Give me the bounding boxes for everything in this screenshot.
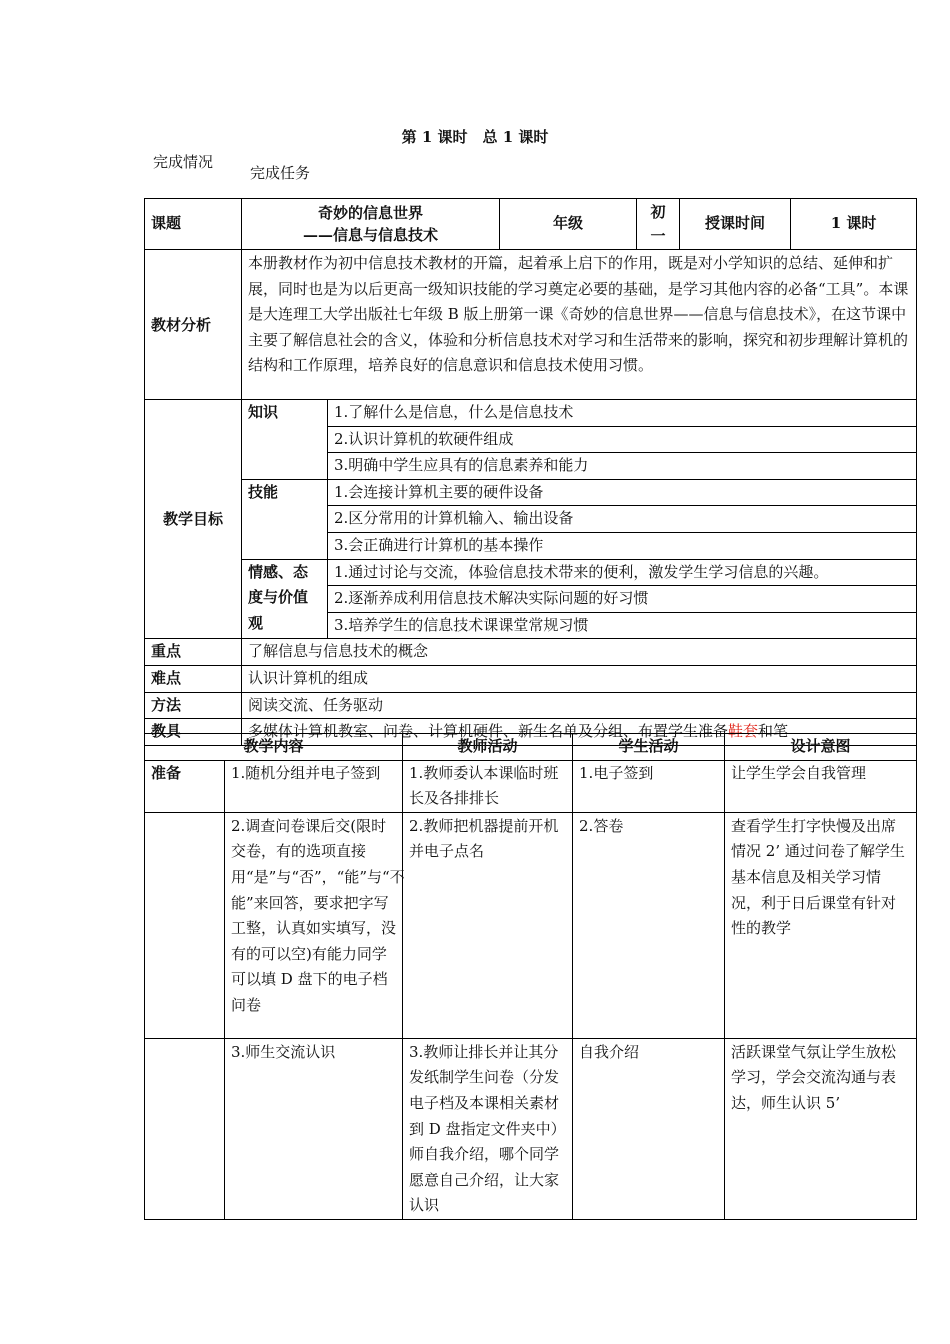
completion-value: 完成任务 [250, 164, 311, 182]
process-row [145, 1038, 917, 1219]
tools-text: 多媒体计算机教室、问卷、计算机硬件、新生名单及分组、布置学生准备 [248, 722, 729, 741]
process-header-row [145, 734, 917, 761]
header-intent: 设计意图 [725, 734, 917, 761]
objective-item: 1.会连接计算机主要的硬件设备 [328, 479, 917, 506]
content-cell: 2.调查问卷课后交(限时交卷，有的选项直接用“是”与“否”，“能”与“不能”来回答，要求把字写工整，认真如实填写，没有的可以空)有能力同学可以填 D 盘下的电子档问卷 [225, 812, 403, 1038]
analysis-row [145, 250, 917, 400]
tools-label: 教具 [145, 719, 242, 746]
analysis-text: 本册教材作为初中信息技术教材的开篇，起着承上启下的作用，既是对小学知识的总结、延伸和扩展，同时也是为以后更高一级知识技能的学习奠定必要的基础，是学习其他内容的必备“工具”。本课是大连理工大学出版社七年级 B 版上册第一课《奇妙的信息世界——信息与信息技术》，在这节课中主要了解信息社会的含义，体验和分析信息技术对学习和生活带来的影响，探究和初步理解计算机的结构和工作原理，培养良好的信息意识和信息技术使用习惯。 [242, 250, 917, 400]
objectives-label: 教学目标 [145, 400, 242, 639]
teacher-cell: 1.教师委认本课临时班长及各排排长 [403, 760, 573, 812]
header-teacher: 教师活动 [403, 734, 573, 761]
objective-item: 3.培养学生的信息技术课课堂常规习惯 [328, 612, 917, 639]
difficulty-value: 认识计算机的组成 [242, 665, 917, 692]
objective-row [145, 479, 917, 506]
key-point-row [145, 639, 917, 666]
objective-row [145, 400, 917, 427]
header-student: 学生活动 [573, 734, 725, 761]
student-cell: 自我介绍 [573, 1038, 725, 1219]
method-value: 阅读交流、任务驱动 [242, 692, 917, 719]
teacher-cell: 2.教师把机器提前开机并电子点名 [403, 812, 573, 1038]
difficulty-label: 难点 [145, 665, 242, 692]
objective-group-attitude: 情感、态度与价值观 [242, 559, 328, 639]
key-point-label: 重点 [145, 639, 242, 666]
time-value: 1 课时 [791, 199, 917, 250]
student-cell: 2.答卷 [573, 812, 725, 1038]
method-row [145, 692, 917, 719]
process-table [144, 733, 917, 1220]
objective-item: 1.了解什么是信息，什么是信息技术 [328, 400, 917, 427]
stage-empty [145, 812, 225, 1038]
objective-item: 1.通过讨论与交流，体验信息技术带来的便利，激发学生学习信息的兴趣。 [328, 559, 917, 586]
method-label: 方法 [145, 692, 242, 719]
tools-highlight: 鞋套 [728, 722, 759, 741]
intent-cell: 查看学生打字快慢及出席情况 2’ 通过问卷了解学生基本信息及相关学习情况，利于日后课堂有针对性的教学 [725, 812, 917, 1038]
topic-value [242, 199, 500, 250]
intent-cell: 活跃课堂气氛让学生放松学习，学会交流沟通与表达，师生认识 5’ [725, 1038, 917, 1219]
topic-line-1: 奇妙的信息世界 [318, 204, 424, 222]
topic-row [145, 199, 917, 250]
analysis-label: 教材分析 [145, 250, 242, 400]
objective-group-skills: 技能 [242, 479, 328, 559]
tools-text-end: 和笔 [758, 722, 789, 741]
teacher-cell: 3.教师让排长并让其分发纸制学生问卷（分发电子档及本课相关素材到 D 盘指定文件夹中）师自我介绍，哪个同学愿意自己介绍，让大家认识 [403, 1038, 573, 1219]
difficulty-row [145, 665, 917, 692]
intent-cell: 让学生学会自我管理 [725, 760, 917, 812]
objective-item: 3.会正确进行计算机的基本操作 [328, 532, 917, 559]
stage-label: 准备 [145, 760, 225, 812]
lesson-plan-table [144, 198, 917, 746]
objective-item: 3.明确中学生应具有的信息素养和能力 [328, 453, 917, 480]
page-title: 第 1 课时 总 1 课时 [401, 128, 549, 146]
content-cell: 3.师生交流认识 [225, 1038, 403, 1219]
student-cell: 1.电子签到 [573, 760, 725, 812]
process-row [145, 760, 917, 812]
header-content: 教学内容 [145, 734, 403, 761]
key-point-value: 了解信息与信息技术的概念 [242, 639, 917, 666]
content-cell: 1.随机分组并电子签到 [225, 760, 403, 812]
stage-empty [145, 1038, 225, 1219]
objective-item: 2.区分常用的计算机输入、输出设备 [328, 506, 917, 533]
completion-label: 完成情况 [152, 153, 213, 171]
objective-item: 2.认识计算机的软硬件组成 [328, 426, 917, 453]
objective-group-knowledge: 知识 [242, 400, 328, 480]
objective-item: 2.逐渐养成利用信息技术解决实际问题的好习惯 [328, 586, 917, 613]
time-label: 授课时间 [680, 199, 791, 250]
grade-value: 初一 [637, 199, 680, 250]
topic-line-2: ——信息与信息技术 [303, 226, 439, 244]
topic-label: 课题 [145, 199, 242, 250]
objective-row [145, 559, 917, 586]
process-row [145, 812, 917, 1038]
grade-label: 年级 [500, 199, 637, 250]
